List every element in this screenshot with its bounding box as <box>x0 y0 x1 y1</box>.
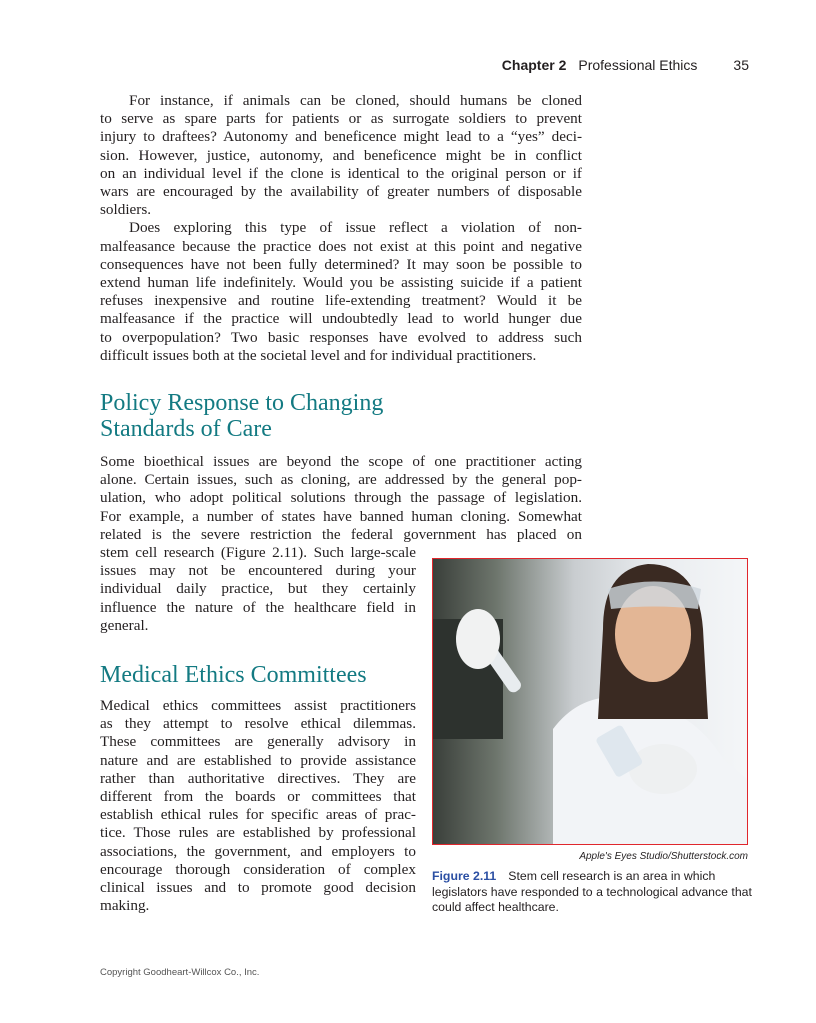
text-line: clinical issues and to promote good decision <box>100 879 416 897</box>
paragraph <box>100 92 582 219</box>
text-line: establish ethical rules for specific areas of prac- <box>100 806 416 824</box>
text-line: wars are encouraged by the availability of greater numbers of disposable <box>100 183 582 201</box>
text-line: influence the nature of the healthcare field in <box>100 598 416 616</box>
policy-text <box>100 453 582 544</box>
text-line: Does exploring this type of issue reflect a violation of non- <box>129 219 582 237</box>
copyright-footer: Copyright Goodheart-Willcox Co., Inc. <box>100 967 260 978</box>
policy-text-wrapped <box>100 544 416 635</box>
text-line: For example, a number of states have banned human cloning. Somewhat <box>100 507 582 525</box>
text-line: as they attempt to resolve ethical dilemmas. <box>100 715 416 733</box>
chapter-label: Chapter 2 <box>501 57 567 73</box>
text-line: individual daily practice, but they certainly <box>100 580 416 598</box>
text-line: sion. However, justice, autonomy, and beneficence might be in conflict <box>100 146 582 164</box>
text-line: different from the boards or committees that <box>100 788 416 806</box>
photo-credit: Apple's Eyes Studio/Shutterstock.com <box>579 851 748 862</box>
text-line: refuses inexpensive and routine life-extending treatment? Would it be <box>100 292 582 310</box>
section-heading-policy: Policy Response to Changing Standards of Care <box>100 390 384 442</box>
text-line: related is the severe restriction the federal government has placed on <box>100 525 582 543</box>
figure-caption-text: Stem cell research is an area in which legislators have responded to a technological advance that could affect healthcare. <box>432 869 752 914</box>
text-line: consequences have not been fully determined? It may soon be possible to <box>100 255 582 273</box>
text-line: Some bioethical issues are beyond the scope of one practitioner acting <box>100 453 582 470</box>
running-header <box>502 57 749 73</box>
text-line: on an individual level if the clone is identical to the original person or if <box>100 164 582 182</box>
text-line: extend human life indefinitely. Would you be assisting suicide if a patient <box>100 274 582 292</box>
text-line: making. <box>100 897 150 915</box>
text-line: Medical ethics committees assist practitioners <box>100 697 416 714</box>
scientist-pipetting-illustration <box>433 559 747 844</box>
text-line: malfeasance if the practice will undoubtedly lead to world hunger due <box>100 310 582 328</box>
section-heading-committees: Medical Ethics Committees <box>100 662 367 688</box>
text-line: associations, the government, and employers to <box>100 842 416 860</box>
text-line: ulation, who adopt political solutions through the passage of legislation. <box>100 489 582 507</box>
paragraph <box>100 219 582 365</box>
text-line: rather than authoritative directives. They are <box>100 769 416 787</box>
text-line: to serve as spare parts for patients or as surrogate soldiers to prevent <box>100 110 582 128</box>
text-line: alone. Certain issues, such as cloning, are addressed by the general pop- <box>100 471 582 489</box>
text-line: These committees are generally advisory in <box>100 733 416 751</box>
figure-caption <box>432 869 752 916</box>
figure-photo-stem-cell-research <box>432 558 748 845</box>
text-line: For instance, if animals can be cloned, should humans be cloned <box>129 92 582 109</box>
committees-text <box>100 697 416 915</box>
text-line: stem cell research (Figure 2.11). Such large-scale <box>100 544 416 561</box>
text-line: soldiers. <box>100 201 152 219</box>
text-line: injury to draftees? Autonomy and beneficence might lead to a “yes” deci- <box>100 128 582 146</box>
figure-label: Figure 2.11 <box>432 869 497 883</box>
text-line: nature and are established to provide assistance <box>100 751 416 769</box>
text-line: encourage thorough consideration of complex <box>100 860 416 878</box>
text-line: general. <box>100 616 149 634</box>
page-number: 35 <box>733 57 749 73</box>
intro-text <box>100 92 582 365</box>
text-line: malfeasance because the practice does not exist at this point and negative <box>100 237 582 255</box>
text-line: difficult issues both at the societal level and for individual practitioners. <box>100 346 537 364</box>
chapter-title: Professional Ethics <box>578 57 698 73</box>
text-line: issues may not be encountered during your <box>100 562 416 580</box>
text-line: to overpopulation? Two basic responses have evolved to address such <box>100 328 582 346</box>
text-line: tice. Those rules are established by professional <box>100 824 416 842</box>
